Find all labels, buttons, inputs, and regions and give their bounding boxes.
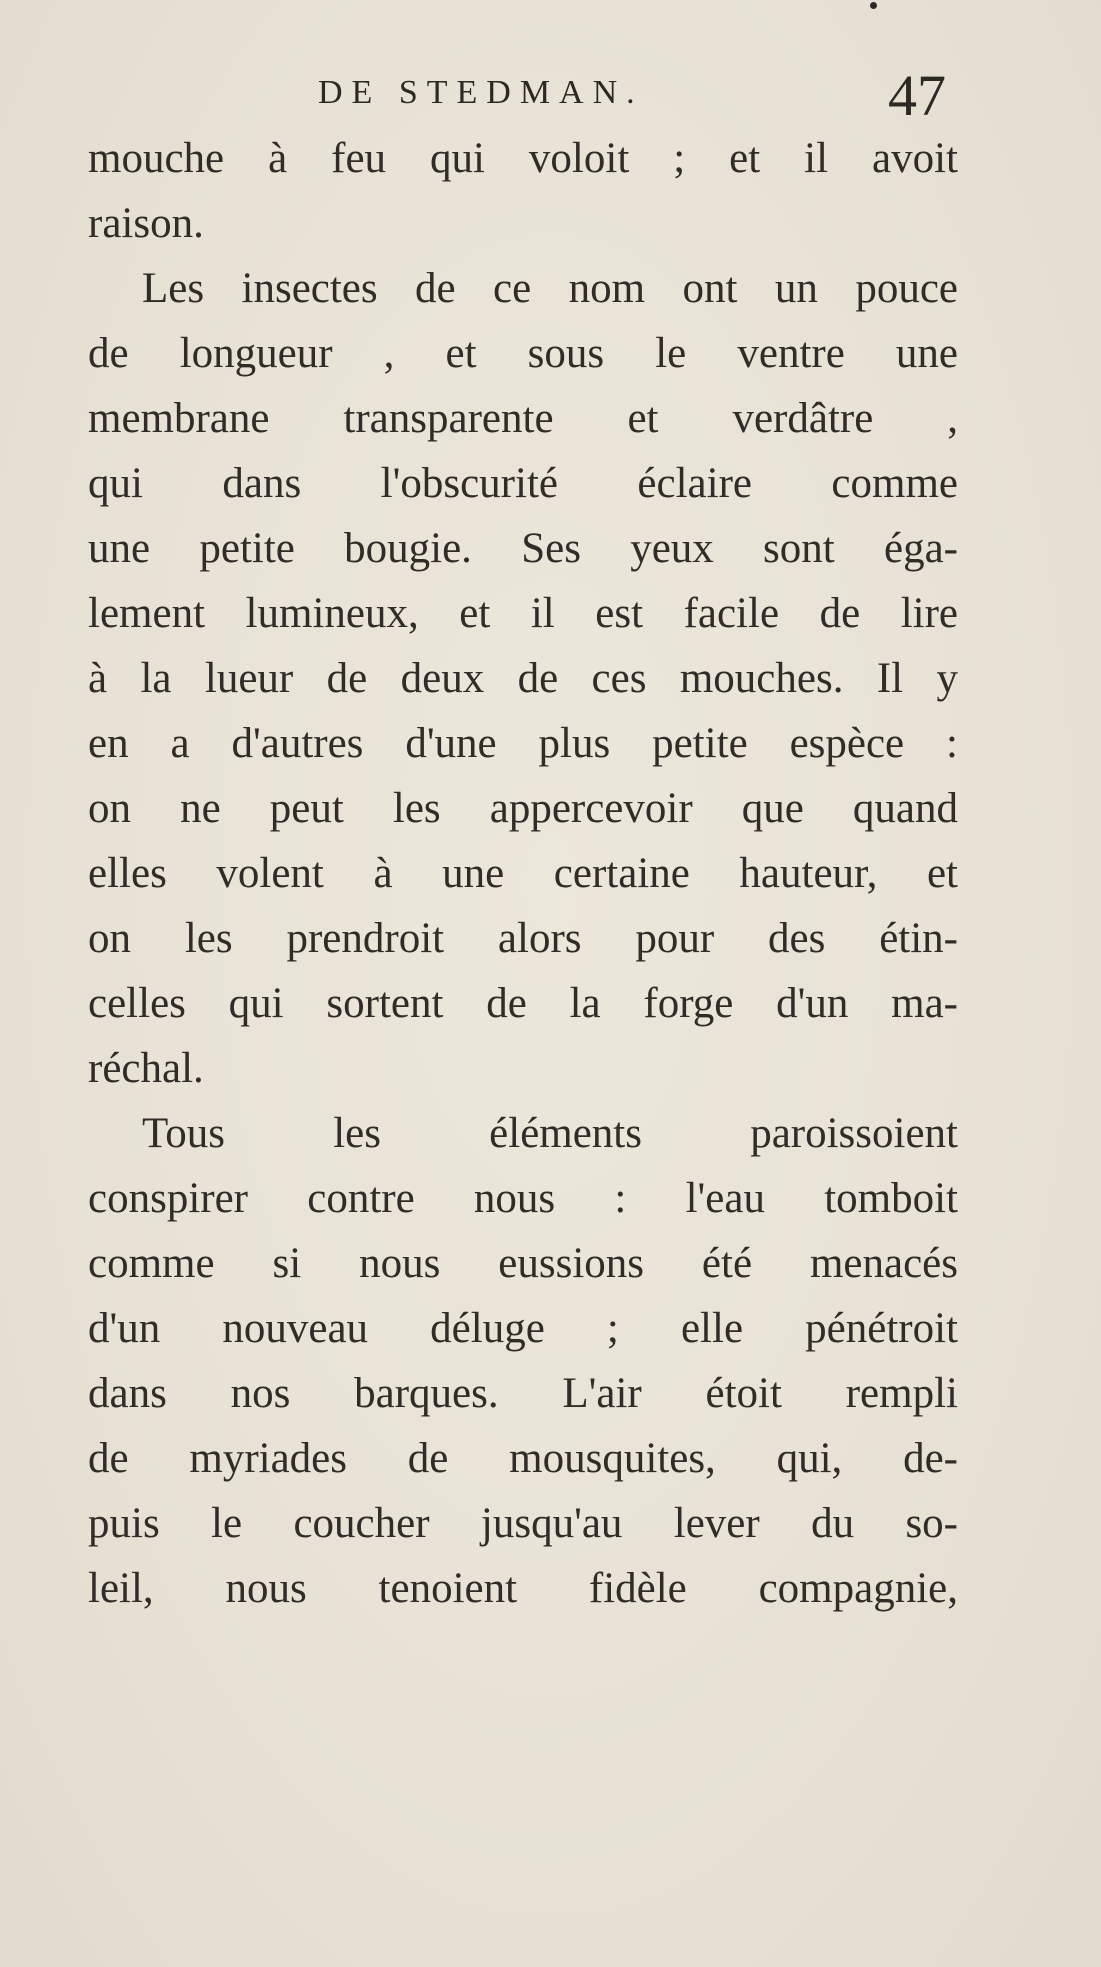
text-line: en a d'autres d'une plus petite espèce : [88, 720, 958, 767]
text-line: dans nos barques. L'air étoit rempli [88, 1370, 958, 1417]
text-line: conspirer contre nous : l'eau tomboit [88, 1175, 958, 1222]
text-line: celles qui sortent de la forge d'un ma- [88, 980, 958, 1027]
page-number: 47 [888, 63, 946, 128]
text-line: leil, nous tenoient fidèle compagnie, [88, 1565, 958, 1612]
running-head [0, 62, 1101, 128]
text-line: qui dans l'obscurité éclaire comme [88, 460, 958, 507]
ink-speck [870, 2, 877, 9]
text-line: elles volent à une certaine hauteur, et [88, 850, 958, 897]
text-line: de myriades de mousquites, qui, de- [88, 1435, 958, 1482]
text-line: lement lumineux, et il est facile de lire [88, 590, 958, 637]
body-text [88, 126, 958, 1621]
text-line: une petite bougie. Ses yeux sont éga- [88, 525, 958, 572]
text-line: à la lueur de deux de ces mouches. Il y [88, 655, 958, 702]
text-line: membrane transparente et verdâtre , [88, 395, 958, 442]
text-line: réchal. [88, 1045, 204, 1092]
text-line: on les prendroit alors pour des étin- [88, 915, 958, 962]
text-line: puis le coucher jusqu'au lever du so- [88, 1500, 958, 1547]
text-line: mouche à feu qui voloit ; et il avoit [88, 135, 958, 182]
text-line: d'un nouveau déluge ; elle pénétroit [88, 1305, 958, 1352]
text-line: de longueur , et sous le ventre une [88, 330, 958, 377]
text-line: on ne peut les appercevoir que quand [88, 785, 958, 832]
text-line: Tous les éléments paroissoient [142, 1110, 958, 1157]
text-line: raison. [88, 200, 204, 247]
running-title: DE STEDMAN. [318, 74, 644, 111]
text-line: comme si nous eussions été menacés [88, 1240, 958, 1287]
text-line: Les insectes de ce nom ont un pouce [142, 265, 958, 312]
